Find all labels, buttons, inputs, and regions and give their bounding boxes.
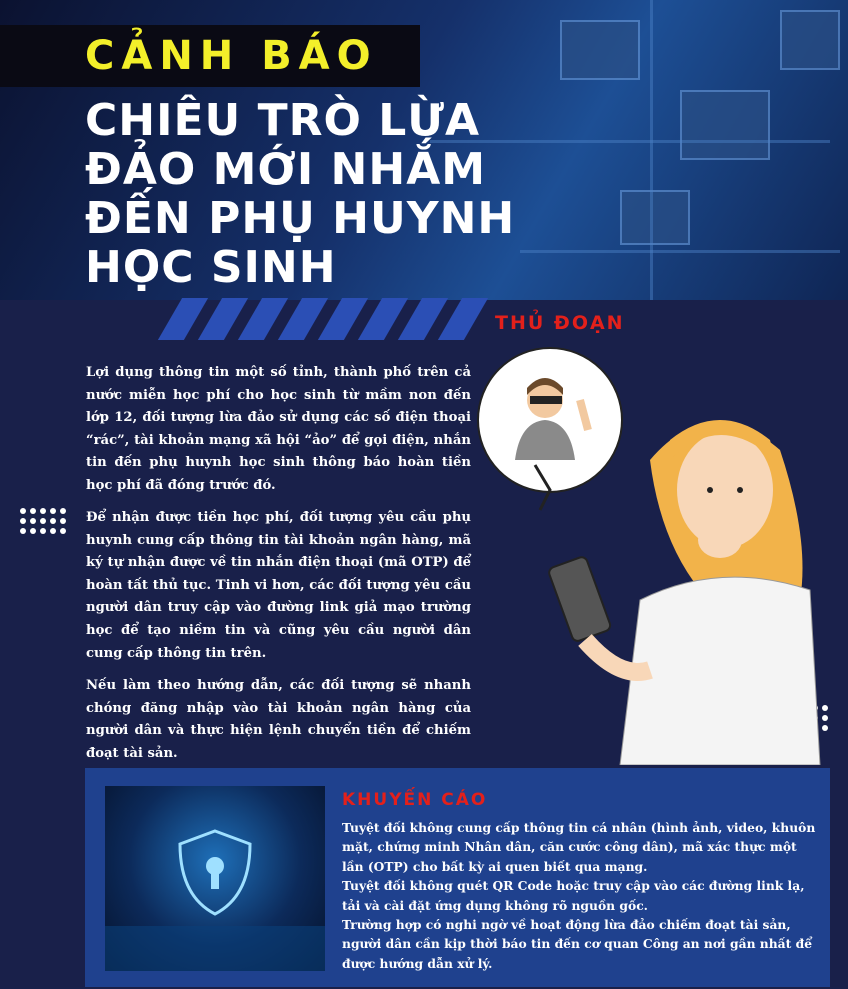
section-label-tactics: THỦ ĐOẠN — [495, 312, 625, 334]
paragraph: Nếu làm theo hướng dẫn, các đối tượng sẽ nhanh chóng đăng nhập vào tài khoản ngân hàng của người dân và thực hiện lệnh chuyển tiền để chiếm đoạt tài sản. — [86, 678, 471, 761]
title-line: CHIÊU TRÒ LỪA — [85, 95, 481, 146]
circuit-trace — [650, 0, 653, 300]
scammer-thought-bubble — [478, 348, 622, 510]
circuit-chip — [560, 20, 640, 80]
cyber-shield-image — [105, 786, 325, 971]
dots-decoration — [20, 508, 66, 534]
paragraph: Lợi dụng thông tin một số tỉnh, thành phố trên cả nước miễn học phí cho học sinh từ mầm non đến lớp 12, đối tượng lừa đảo sử dụng các số điện thoại “rác”, tài khoản mạng xã hội “ảo” để gọi điện, nhắn tin đến phụ huynh học sinh thông báo hoàn tiền học phí đã đóng trước đó. — [86, 365, 471, 493]
main-title — [85, 96, 515, 292]
advice-box — [85, 768, 830, 987]
circuit-chip — [680, 90, 770, 160]
shield-lock-icon — [105, 786, 325, 971]
circuit-chip — [620, 190, 690, 245]
paragraph: Để nhận được tiền học phí, đối tượng yêu cầu phụ huynh cung cấp thông tin tài khoản ngân hàng, mã ký tự nhận được về tin nhắn điện thoại (mã OTP) để hoàn tất thủ tục. Tinh vi hơn, các đối tượng yêu cầu người dân truy cập vào đường link giả mạo trường học để tạo niềm tin và cũng yêu cầu người dân cung cấp thông tin trên. — [86, 510, 471, 661]
advice-item: Tuyệt đối không cung cấp thông tin cá nhân (hình ảnh, video, khuôn mặt, chứng minh Nhân dân, căn cước công dân), mã xác thực một lần (OTP) cho bất kỳ ai quen biết qua mạng. — [342, 820, 816, 874]
advice-item: Tuyệt đối không quét QR Code hoặc truy cập vào các đường link lạ, tải và cài đặt ứng dụng không rõ nguồn gốc. — [342, 878, 805, 913]
worried-woman-illustration — [470, 340, 848, 765]
title-line: HỌC SINH — [85, 242, 337, 293]
header-banner — [0, 0, 848, 300]
circuit-chip — [780, 10, 840, 70]
deco-stripe — [438, 298, 488, 340]
circuit-trace — [520, 250, 840, 253]
section-label-advice: KHUYẾN CÁO — [342, 790, 488, 810]
advice-item: Trường hợp có nghi ngờ về hoạt động lừa đảo chiếm đoạt tài sản, người dân cần kịp thời báo tin đến cơ quan Công an nơi gần nhất để được hướng dẫn xử lý. — [342, 917, 813, 971]
title-line: ĐẢO MỚI NHẮM — [85, 144, 487, 195]
advice-list — [342, 818, 822, 973]
title-line: ĐẾN PHỤ HUYNH — [85, 193, 516, 244]
kicker-title: CẢNH BÁO — [85, 33, 378, 79]
